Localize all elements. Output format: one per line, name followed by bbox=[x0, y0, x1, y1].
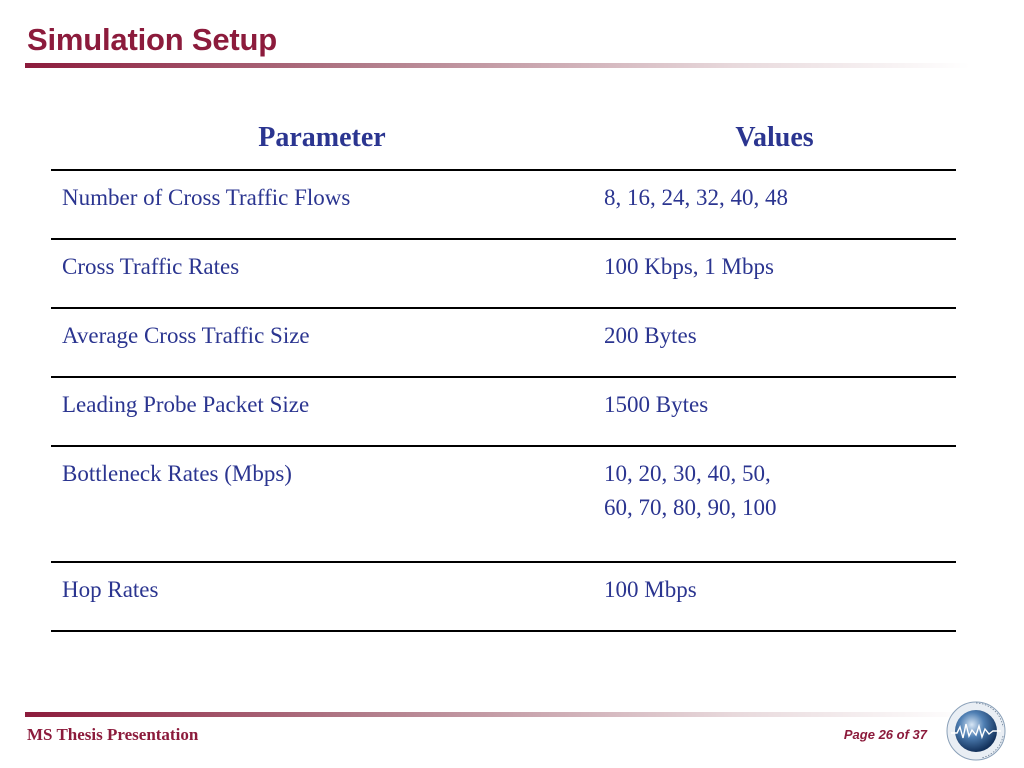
value-line: 10, 20, 30, 40, 50, bbox=[604, 461, 771, 486]
table-header-row bbox=[51, 106, 956, 170]
table-row bbox=[51, 239, 956, 308]
table-row bbox=[51, 446, 956, 562]
parameter-cell: Hop Rates bbox=[51, 562, 593, 631]
header-values: Values bbox=[593, 106, 956, 170]
parameter-cell: Leading Probe Packet Size bbox=[51, 377, 593, 446]
value-cell bbox=[593, 170, 956, 239]
footer-divider bbox=[25, 712, 970, 717]
value-line: 200 Bytes bbox=[604, 323, 697, 348]
table-row bbox=[51, 377, 956, 446]
parameter-cell: Number of Cross Traffic Flows bbox=[51, 170, 593, 239]
value-cell bbox=[593, 562, 956, 631]
value-line: 100 Kbps, 1 Mbps bbox=[604, 254, 774, 279]
parameter-cell: Cross Traffic Rates bbox=[51, 239, 593, 308]
slide-title: Simulation Setup bbox=[27, 22, 277, 57]
globe-seal-icon bbox=[945, 700, 1007, 762]
value-cell bbox=[593, 308, 956, 377]
value-line: 100 Mbps bbox=[604, 577, 697, 602]
value-cell bbox=[593, 446, 956, 562]
page-number: Page 26 of 37 bbox=[843, 727, 927, 742]
table-row bbox=[51, 170, 956, 239]
parameter-cell: Bottleneck Rates (Mbps) bbox=[51, 446, 593, 562]
parameter-cell: Average Cross Traffic Size bbox=[51, 308, 593, 377]
parameters-table bbox=[51, 106, 956, 632]
footer-presentation-title: MS Thesis Presentation bbox=[27, 725, 199, 744]
table-row bbox=[51, 308, 956, 377]
title-divider bbox=[25, 63, 970, 68]
value-cell bbox=[593, 377, 956, 446]
table-row bbox=[51, 562, 956, 631]
header-parameter: Parameter bbox=[51, 106, 593, 170]
value-cell bbox=[593, 239, 956, 308]
value-line: 60, 70, 80, 90, 100 bbox=[604, 495, 777, 520]
value-line: 1500 Bytes bbox=[604, 392, 709, 417]
value-line: 8, 16, 24, 32, 40, 48 bbox=[604, 185, 788, 210]
